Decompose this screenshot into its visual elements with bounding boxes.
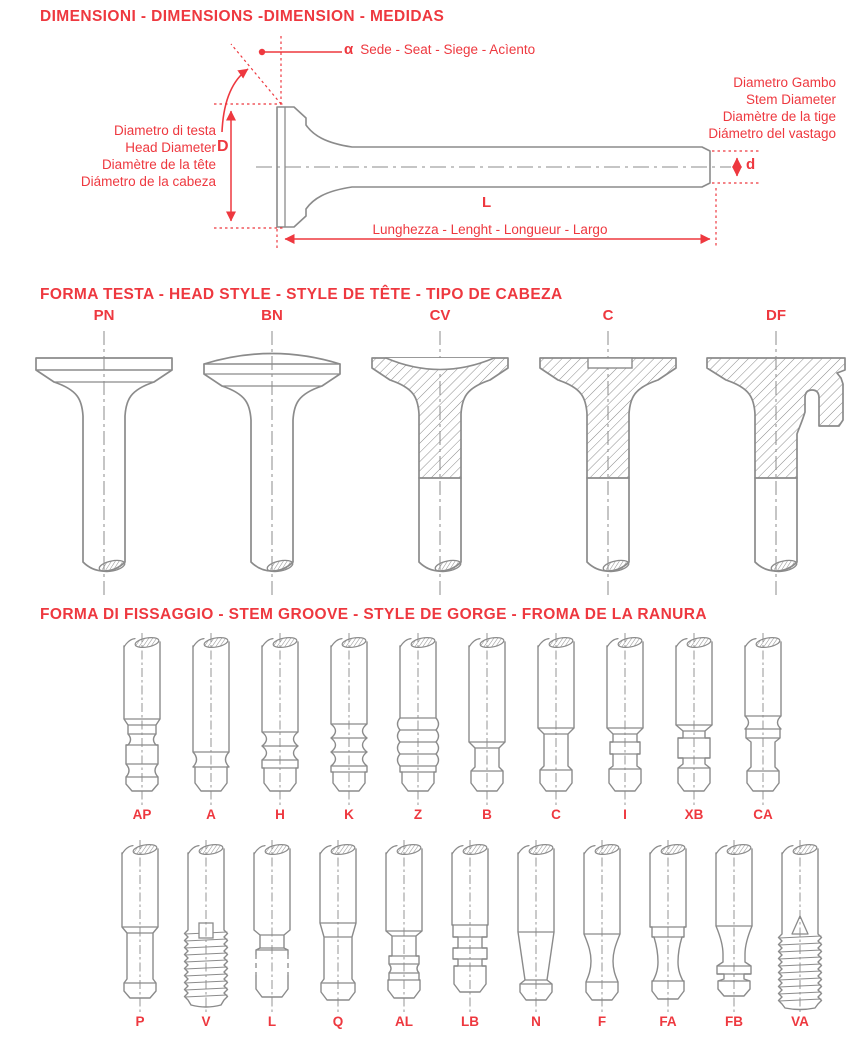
head-style-code: BN: [261, 307, 283, 324]
stem-drawing-FB: [706, 840, 762, 1012]
stem-groove-code: P: [135, 1014, 145, 1029]
stem-drawing-P: [112, 840, 168, 1012]
stem-groove-VA: [772, 840, 828, 1029]
stem-diameter-line-en: Stem Diameter: [745, 92, 836, 107]
stem-groove-K: [321, 633, 377, 822]
head-style-DF: [692, 307, 860, 600]
head-style-BN: [188, 307, 356, 600]
stem-groove-code: Q: [332, 1014, 344, 1029]
length-label: Lunghezza - Lenght - Longueur - Largo: [372, 222, 608, 237]
stem-drawing-XB: [666, 633, 722, 805]
stem-drawing-Z: [390, 633, 446, 805]
stem-groove-code: L: [267, 1014, 277, 1029]
stem-groove-code: V: [201, 1014, 211, 1029]
stem-groove-code: C: [551, 807, 561, 822]
stem-drawing-F: [574, 840, 630, 1012]
stem-drawing-C: [528, 633, 584, 805]
head-diameter-line-it: Diametro di testa: [113, 123, 216, 138]
stem-groove-section: [0, 606, 860, 1029]
stem-drawing-N: [508, 840, 564, 1012]
stem-groove-B: [459, 633, 515, 822]
stem-groove-code: B: [482, 807, 492, 822]
length-symbol: L: [482, 194, 492, 211]
head-style-section: [0, 286, 860, 600]
stem-groove-code: N: [531, 1014, 541, 1029]
stem-groove-I: [597, 633, 653, 822]
valve-dimension-diagram: [0, 32, 860, 280]
seat-label-text: Sede - Seat - Siege - Acìento: [360, 42, 536, 57]
stem-groove-code: AL: [395, 1014, 413, 1029]
head-style-code: CV: [429, 307, 451, 324]
stem-diameter-symbol: d: [746, 156, 756, 173]
head-drawing-C: [528, 328, 688, 600]
stem-groove-A: [183, 633, 239, 822]
stem-drawing-AP: [114, 633, 170, 805]
head-style-row: [20, 307, 860, 600]
stem-groove-AL: [376, 840, 432, 1029]
stem-groove-code: CA: [753, 807, 773, 822]
stem-groove-P: [112, 840, 168, 1029]
head-drawing-DF: [696, 328, 856, 600]
head-diameter-line-en: Head Diameter: [125, 140, 216, 155]
head-drawing-CV: [360, 328, 520, 600]
stem-groove-XB: [666, 633, 722, 822]
stem-groove-code: FB: [725, 1014, 743, 1029]
head-diameter-line-es: Diámetro de la cabeza: [80, 174, 216, 189]
stem-diameter-line-it: Diametro Gambo: [733, 75, 836, 90]
stem-groove-C: [528, 633, 584, 822]
stem-groove-FB: [706, 840, 762, 1029]
dimensions-title: DIMENSIONI - DIMENSIONS -DIMENSION - MEDIDAS: [40, 8, 445, 25]
stem-groove-N: [508, 840, 564, 1029]
head-diameter-line-fr: Diamètre de la tête: [101, 157, 216, 172]
seat-angle-label: [344, 41, 535, 58]
stem-groove-Z: [390, 633, 446, 822]
head-drawing-PN: [24, 328, 184, 600]
stem-drawing-FA: [640, 840, 696, 1012]
stem-groove-Q: [310, 840, 366, 1029]
stem-groove-H: [252, 633, 308, 822]
stem-groove-L: [244, 840, 300, 1029]
stem-drawing-AL: [376, 840, 432, 1012]
stem-groove-AP: [114, 633, 170, 822]
stem-groove-code: A: [206, 807, 216, 822]
stem-groove-code: K: [344, 807, 354, 822]
stem-groove-code: AP: [132, 807, 152, 822]
stem-groove-V: [178, 840, 234, 1029]
stem-drawing-A: [183, 633, 239, 805]
dimensions-section: [0, 0, 860, 282]
stem-drawing-L: [244, 840, 300, 1012]
stem-groove-code: LB: [461, 1014, 479, 1029]
stem-groove-code: I: [623, 807, 627, 822]
head-diameter-label: [0, 122, 216, 190]
head-style-PN: [20, 307, 188, 600]
stem-diameter-line-es: Diámetro del vastago: [708, 126, 836, 141]
stem-drawing-H: [252, 633, 308, 805]
head-style-CV: [356, 307, 524, 600]
stem-drawing-K: [321, 633, 377, 805]
alpha-symbol: α: [344, 41, 354, 58]
stem-groove-row-1: [114, 633, 860, 822]
stem-groove-code: FA: [659, 1014, 677, 1029]
head-style-C: [524, 307, 692, 600]
stem-groove-code: Z: [413, 807, 423, 822]
stem-groove-code: XB: [684, 807, 704, 822]
stem-groove-code: VA: [791, 1014, 809, 1029]
stem-drawing-VA: [772, 840, 828, 1012]
head-style-code: C: [602, 307, 614, 324]
stem-groove-row-2: [112, 840, 860, 1029]
stem-groove-CA: [735, 633, 791, 822]
stem-drawing-CA: [735, 633, 791, 805]
head-style-code: PN: [93, 307, 115, 324]
stem-drawing-B: [459, 633, 515, 805]
head-style-title: FORMA TESTA - HEAD STYLE - STYLE DE TÊTE - TIPO DE CABEZA: [40, 286, 563, 303]
stem-drawing-Q: [310, 840, 366, 1012]
stem-groove-FA: [640, 840, 696, 1029]
stem-groove-code: H: [275, 807, 285, 822]
stem-diameter-line-fr: Diamètre de la tige: [722, 109, 836, 124]
head-diameter-symbol: D: [217, 138, 229, 155]
stem-groove-title: FORMA DI FISSAGGIO - STEM GROOVE - STYLE DE GORGE - FROMA DE LA RANURA: [40, 606, 707, 623]
stem-drawing-LB: [442, 840, 498, 1012]
stem-groove-LB: [442, 840, 498, 1029]
stem-groove-F: [574, 840, 630, 1029]
stem-groove-code: F: [597, 1014, 607, 1029]
head-drawing-BN: [192, 328, 352, 600]
stem-drawing-I: [597, 633, 653, 805]
stem-diameter-label: [558, 74, 836, 142]
head-style-code: DF: [766, 307, 786, 324]
stem-drawing-V: [178, 840, 234, 1012]
